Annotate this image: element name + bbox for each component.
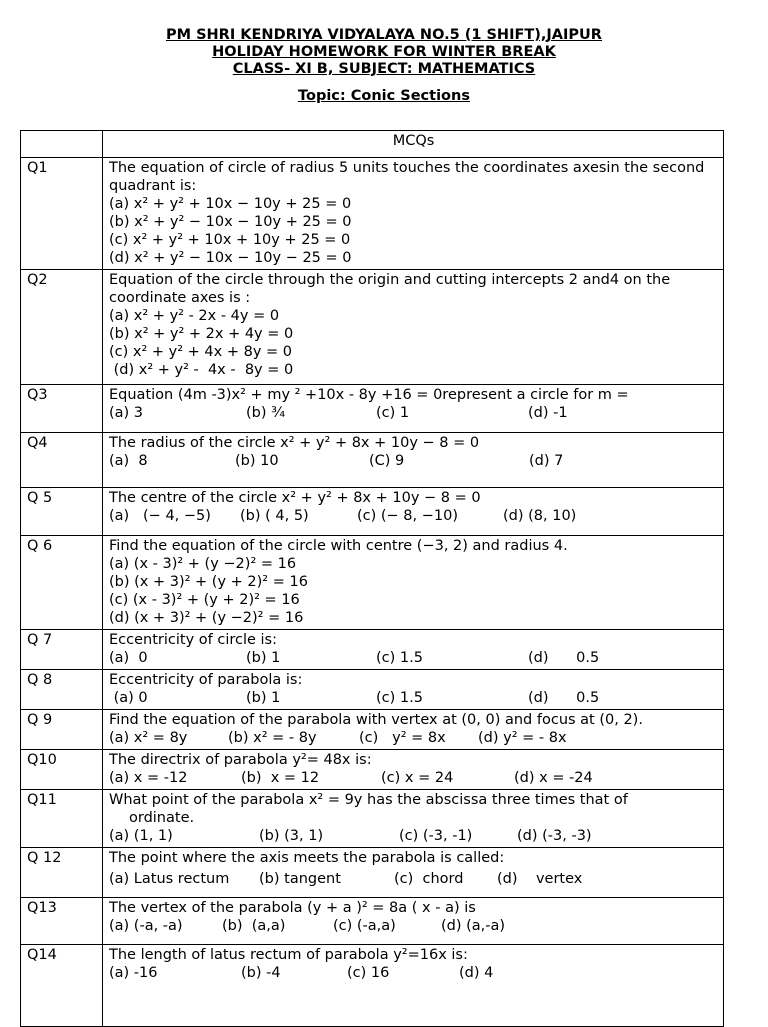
option-c: (c) 1.5 — [376, 650, 423, 666]
option-d: (d) y² = - 8x — [478, 730, 567, 746]
option-a: (a) 0 — [109, 690, 148, 706]
option-b: (b) x² + y² − 10x − 10y + 25 = 0 — [109, 214, 352, 230]
table-row — [21, 670, 724, 710]
table-row — [21, 630, 724, 670]
question-content — [103, 158, 724, 270]
question-number: Q11 — [21, 790, 103, 848]
option-d: (d) 7 — [529, 453, 564, 469]
option-a: (a) 8 — [109, 453, 148, 469]
option-a: (a) x² = 8y — [109, 730, 188, 746]
question-number: Q10 — [21, 750, 103, 790]
question-content — [103, 790, 724, 848]
options-row — [109, 917, 718, 935]
option-d: (d) x² + y² - 4x - 8y = 0 — [109, 362, 294, 378]
option-b: (b) ¾ — [246, 405, 286, 421]
question-content — [103, 670, 724, 710]
table-row — [21, 898, 724, 945]
option-a: (a) (-a, -a) — [109, 918, 183, 934]
option-b: (b) (x + 3)² + (y + 2)² = 16 — [109, 574, 308, 590]
option-a: (a) x² + y² - 2x - 4y = 0 — [109, 308, 280, 324]
question-text: Find the equation of the parabola with vertex at (0, 0) and focus at (0, 2). — [109, 712, 643, 728]
option-c: (C) 9 — [369, 453, 405, 469]
question-number: Q2 — [21, 270, 103, 385]
options-row — [109, 452, 718, 470]
question-text-continued: ordinate. — [129, 810, 195, 826]
question-number: Q1 — [21, 158, 103, 270]
option-c: (c) (x - 3)² + (y + 2)² = 16 — [109, 592, 300, 608]
question-content — [103, 710, 724, 750]
question-text: Equation of the circle through the origin and cutting intercepts 2 and4 on the coordinate axes is : — [109, 272, 671, 306]
option-a: (a) -16 — [109, 965, 158, 981]
question-content — [103, 848, 724, 898]
table-row — [21, 385, 724, 433]
question-content — [103, 750, 724, 790]
question-content — [103, 385, 724, 433]
option-c: (c) x² + y² + 10x + 10y + 25 = 0 — [109, 232, 351, 248]
document-header — [0, 0, 768, 104]
question-number: Q13 — [21, 898, 103, 945]
class-subject: CLASS- XI B, SUBJECT: MATHEMATICS — [232, 61, 536, 77]
options-row — [109, 964, 718, 982]
table-header-row — [21, 131, 724, 158]
option-c: (c) (-a,a) — [333, 918, 396, 934]
table-row — [21, 848, 724, 898]
question-text: Eccentricity of parabola is: — [109, 672, 303, 688]
option-d: (d) 4 — [459, 965, 494, 981]
option-d: (d) x = -24 — [514, 770, 593, 786]
option-c: (c) x = 24 — [381, 770, 454, 786]
option-d: (d) (x + 3)² + (y −2)² = 16 — [109, 610, 304, 626]
question-content — [103, 945, 724, 1027]
homework-title: HOLIDAY HOMEWORK FOR WINTER BREAK — [212, 44, 556, 60]
option-c: (c) 1 — [376, 405, 410, 421]
question-text: The length of latus rectum of parabola y²=16x is: — [109, 947, 468, 963]
question-number: Q 6 — [21, 536, 103, 630]
option-b: (b) tangent — [259, 871, 341, 887]
option-d: (d) (8, 10) — [503, 508, 577, 524]
question-content — [103, 898, 724, 945]
option-a: (a) x² + y² + 10x − 10y + 25 = 0 — [109, 196, 352, 212]
mcqs-heading: MCQs — [103, 131, 724, 158]
table-row — [21, 158, 724, 270]
options-row — [109, 870, 718, 888]
option-c: (c) chord — [394, 871, 464, 887]
option-b: (b) (a,a) — [222, 918, 286, 934]
question-number: Q 7 — [21, 630, 103, 670]
option-c: (c) 16 — [347, 965, 390, 981]
option-a: (a) (x - 3)² + (y −2)² = 16 — [109, 556, 297, 572]
questions-table — [20, 130, 724, 1027]
option-b: (b) 1 — [246, 650, 281, 666]
question-content — [103, 630, 724, 670]
option-d: (d) -1 — [528, 405, 568, 421]
table-row — [21, 270, 724, 385]
question-text: The directrix of parabola y²= 48x is: — [109, 752, 372, 768]
question-text: Equation (4m -3)x² + my ² +10x - 8y +16 = 0represent a circle for m = — [109, 387, 629, 403]
option-a: (a) 3 — [109, 405, 144, 421]
option-c: (c) 1.5 — [376, 690, 423, 706]
options-row — [109, 827, 718, 845]
question-number: Q3 — [21, 385, 103, 433]
table-row — [21, 790, 724, 848]
table-row — [21, 433, 724, 488]
options-row — [109, 649, 718, 667]
option-b: (b) x = 12 — [241, 770, 320, 786]
option-c: (c) y² = 8x — [359, 730, 446, 746]
option-c: (c) (-3, -1) — [399, 828, 473, 844]
question-text: The vertex of the parabola (y + a )² = 8a ( x - a) is — [109, 900, 476, 916]
question-number: Q 8 — [21, 670, 103, 710]
option-a: (a) Latus rectum — [109, 871, 230, 887]
option-d: (d) (-3, -3) — [517, 828, 592, 844]
question-content — [103, 433, 724, 488]
topic-title: Topic: Conic Sections — [298, 88, 470, 104]
question-text: The equation of circle of radius 5 units touches the coordinates axesin the second quadrant is: — [109, 160, 705, 194]
option-a: (a) (1, 1) — [109, 828, 173, 844]
question-number: Q 9 — [21, 710, 103, 750]
option-a: (a) (− 4, −5) — [109, 508, 211, 524]
option-b: (b) x² = - 8y — [228, 730, 317, 746]
options-row — [109, 689, 718, 707]
options-row — [109, 507, 718, 525]
question-text: The point where the axis meets the parabola is called: — [109, 850, 505, 866]
question-content — [103, 536, 724, 630]
table-row — [21, 945, 724, 1027]
option-d: (d) vertex — [497, 871, 583, 887]
option-b: (b) x² + y² + 2x + 4y = 0 — [109, 326, 294, 342]
header-empty-cell — [21, 131, 103, 158]
table-row — [21, 536, 724, 630]
option-d: (d) 0.5 — [528, 650, 600, 666]
option-d: (d) (a,-a) — [441, 918, 506, 934]
option-b: (b) (3, 1) — [259, 828, 324, 844]
question-number: Q 5 — [21, 488, 103, 536]
question-number: Q4 — [21, 433, 103, 488]
question-text: What point of the parabola x² = 9y has the abscissa three times that of — [109, 792, 628, 808]
option-c: (c) (− 8, −10) — [357, 508, 459, 524]
question-number: Q14 — [21, 945, 103, 1027]
options-row — [109, 769, 718, 787]
option-a: (a) x = -12 — [109, 770, 188, 786]
question-text: Eccentricity of circle is: — [109, 632, 277, 648]
option-b: (b) 10 — [235, 453, 279, 469]
option-b: (b) 1 — [246, 690, 281, 706]
option-b: (b) -4 — [241, 965, 281, 981]
table-row — [21, 710, 724, 750]
option-d: (d) 0.5 — [528, 690, 600, 706]
table-row — [21, 488, 724, 536]
question-number: Q 12 — [21, 848, 103, 898]
option-a: (a) 0 — [109, 650, 148, 666]
option-d: (d) x² + y² − 10x − 10y − 25 = 0 — [109, 250, 352, 266]
table-row — [21, 750, 724, 790]
option-c: (c) x² + y² + 4x + 8y = 0 — [109, 344, 292, 360]
options-row — [109, 729, 718, 747]
question-text: Find the equation of the circle with centre (−3, 2) and radius 4. — [109, 538, 568, 554]
question-text: The centre of the circle x² + y² + 8x + 10y − 8 = 0 — [109, 490, 481, 506]
question-content — [103, 488, 724, 536]
option-b: (b) ( 4, 5) — [240, 508, 309, 524]
question-text: The radius of the circle x² + y² + 8x + 10y − 8 = 0 — [109, 435, 480, 451]
school-name: PM SHRI KENDRIYA VIDYALAYA NO.5 (1 SHIFT),JAIPUR — [166, 27, 602, 43]
question-content — [103, 270, 724, 385]
options-row — [109, 404, 718, 422]
